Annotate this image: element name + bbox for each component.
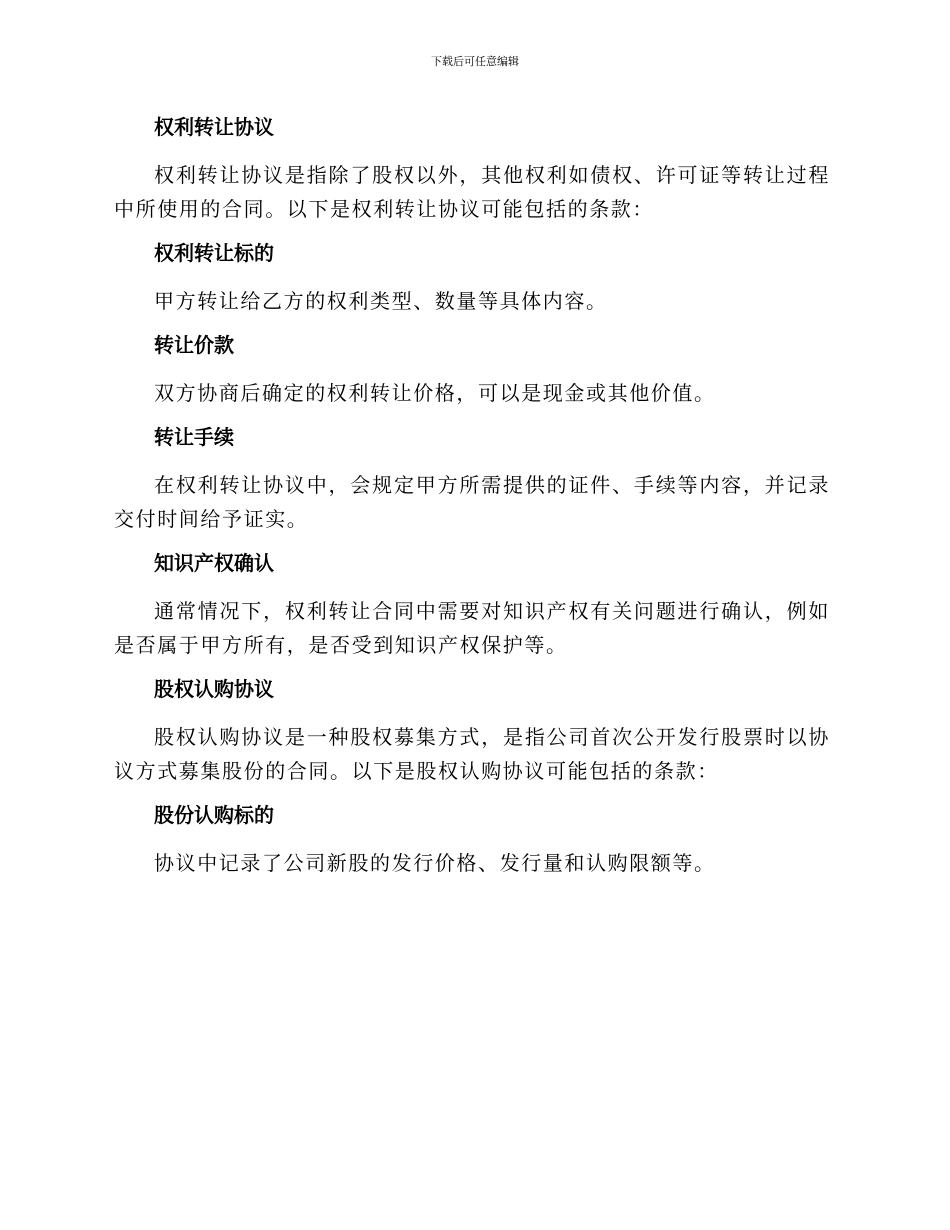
paragraph-rights-transfer-intro: 权利转让协议是指除了股权以外，其他权利如债权、许可证等转让过程中所使用的合同。以下是权利转让协议可能包括的条款： [114, 163, 830, 221]
document-body [114, 112, 830, 892]
section-heading-share-subscription-subject: 股份认购标的 [154, 803, 274, 827]
page-header: 下载后可任意编辑 [431, 55, 519, 68]
paragraph-transfer-subject: 甲方转让给乙方的权利类型、数量等具体内容。 [154, 289, 608, 313]
paragraph-transfer-price: 双方协商后确定的权利转让价格，可以是现金或其他价值。 [154, 381, 716, 405]
paragraph-share-subscription-subject: 协议中记录了公司新股的发行价格、发行量和认购限额等。 [154, 851, 716, 875]
section-heading-ip-confirmation: 知识产权确认 [154, 551, 274, 575]
paragraph-transfer-procedures: 在权利转让协议中，会规定甲方所需提供的证件、手续等内容，并记录交付时间给予证实。 [114, 473, 830, 531]
paragraph-share-subscription-intro: 股权认购协议是一种股权募集方式，是指公司首次公开发行股票时以协议方式募集股份的合同。以下是股权认购协议可能包括的条款： [114, 725, 830, 783]
section-heading-share-subscription-agreement: 股权认购协议 [154, 677, 274, 701]
section-heading-transfer-price: 转让价款 [154, 333, 234, 357]
section-heading-transfer-subject: 权利转让标的 [154, 241, 274, 265]
section-heading-rights-transfer-agreement: 权利转让协议 [154, 115, 274, 139]
paragraph-ip-confirmation: 通常情况下，权利转让合同中需要对知识产权有关问题进行确认，例如是否属于甲方所有，是否受到知识产权保护等。 [114, 599, 830, 657]
section-heading-transfer-procedures: 转让手续 [154, 425, 234, 449]
